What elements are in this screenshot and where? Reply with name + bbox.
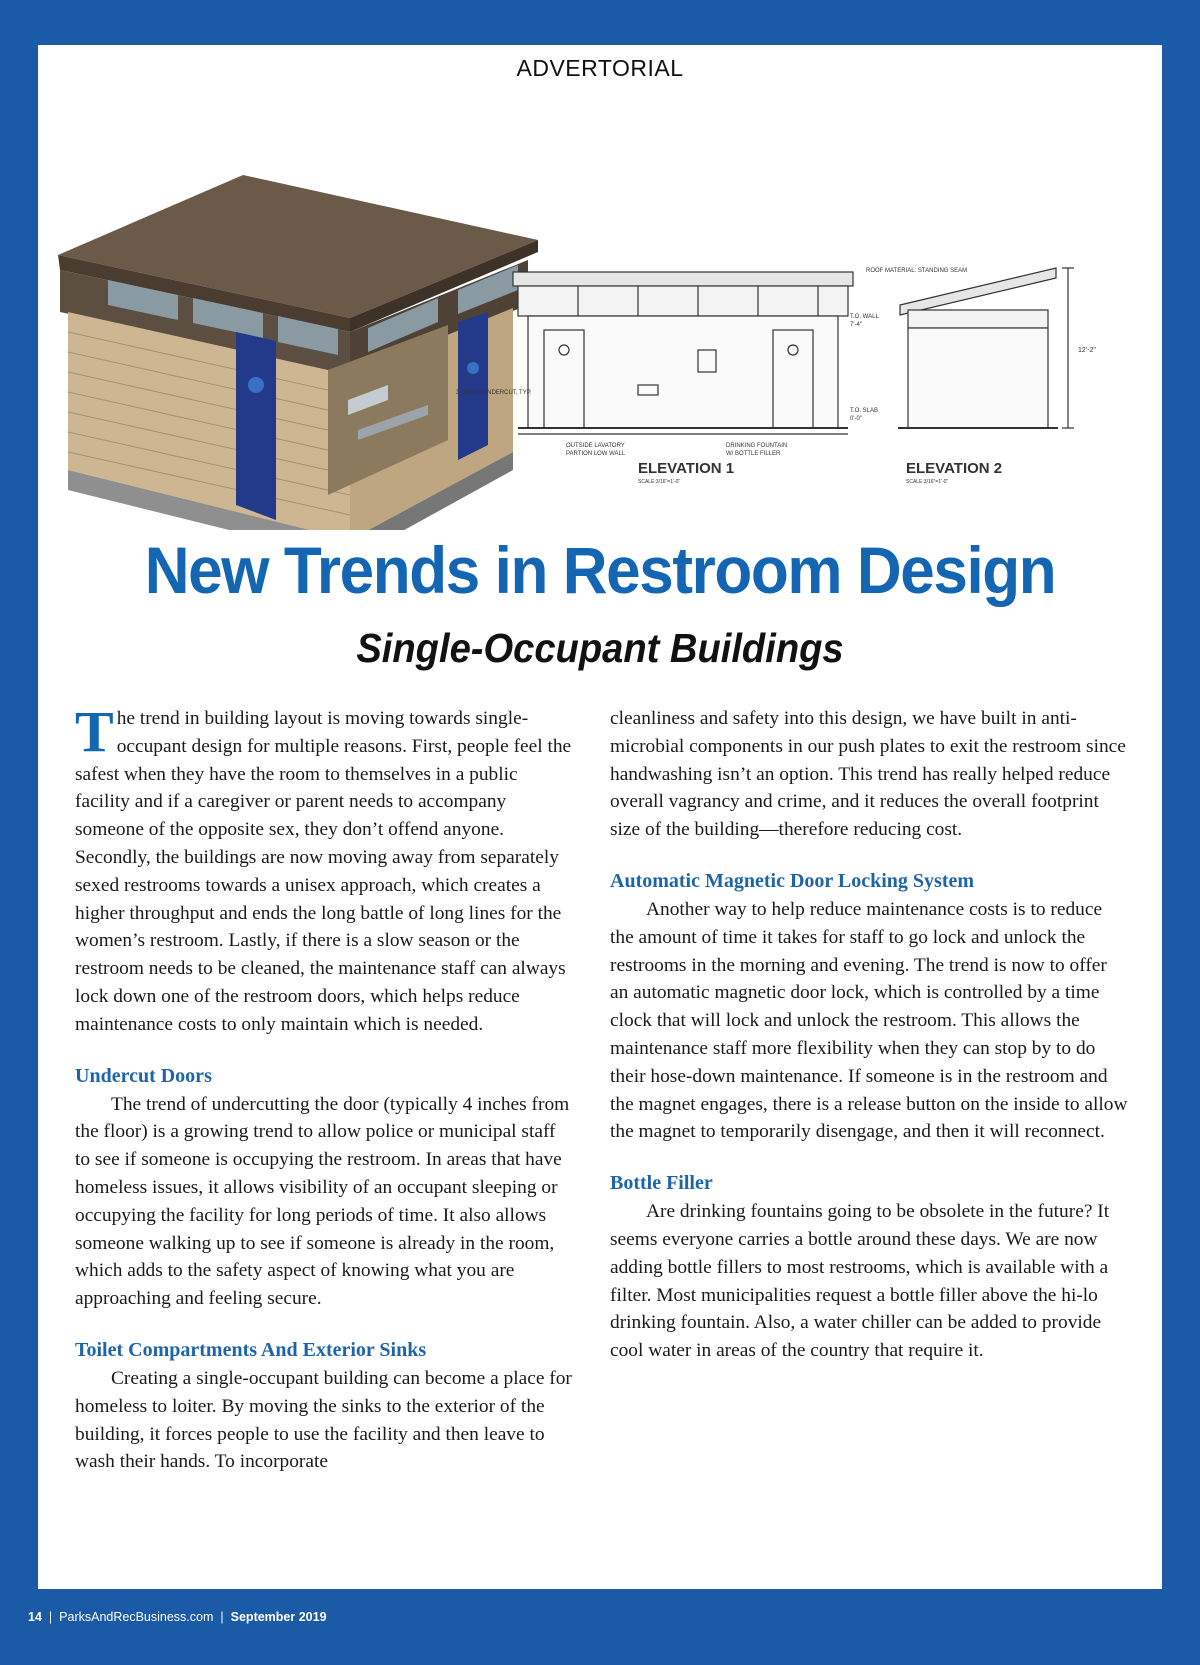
- label-drinking-fountain: DRINKING FOUNTAIN: [726, 443, 788, 449]
- label-to-slab: T.O. SLAB: [850, 408, 879, 414]
- page-number: 14: [28, 1610, 42, 1624]
- restroom-illustration: [38, 100, 1162, 530]
- left-column: [75, 699, 575, 1476]
- heading-undercut-doors: Undercut Doors: [75, 1064, 212, 1087]
- label-to-wall: T.O. WALL: [850, 314, 879, 320]
- label-roof-material: ROOF MATERIAL: STANDING SEAM: [866, 268, 968, 274]
- heading-toilet-compartments: Toilet Compartments And Exterior Sinks: [75, 1338, 427, 1361]
- right-column: [610, 705, 1130, 1365]
- article-subtitle: Single-Occupant Buildings: [356, 625, 844, 671]
- label-to-slab-value: 0'-0": [850, 416, 862, 422]
- elevation-1-title: ELEVATION 1: [638, 460, 735, 477]
- paragraph-magnetic-lock: Another way to help reduce maintenance costs is to reduce the amount of time it takes for staff to go lock and unlock the restrooms in the morning and evening. The trend is now to offer an automatic magnetic door lock, which is controlled by a time clock that will lock and unlock the restroom. This allows the maintenance staff more flexibility when they can stop by to do their hose-down maintenance. If someone is in the restroom and the magnet engages, there is a release button on the inside to allow the magnet to temporarily disengage, and then it will reconnect.: [610, 898, 1128, 1143]
- paragraph-undercut-doors: The trend of undercutting the door (typically 4 inches from the floor) is a growing trend to allow police or municipal staff to see if someone is occupying the restroom. In areas that have homeless issues, it allows visibility of an occupant sleeping or occupying the facility for long periods of time. It also allows someone walking up to see if someone is already in the room, which adds to the safety aspect of knowing what you are approaching and feeling secure.: [75, 1093, 570, 1310]
- intro-text: he trend in building layout is moving towards single-occupant design for multiple reasons. First, people feel the safest when they have the room to themselves in a public facility and if a caregiver or parent needs to accompany someone of the opposite sex, they don’t offend anyone. Secondly, the buildings are now moving away from separately sexed restrooms towards a unisex approach, which creates a higher throughput and ends the long battle of long lines for the women’s restroom. Lastly, if there is a slow season or the restroom needs to be cleaned, the maintenance staff can always lock down one of the restroom doors, which helps reduce maintenance costs to only maintain which is needed.: [75, 708, 572, 1035]
- label-to-wall-value: 7'-4": [850, 322, 862, 328]
- footer-site: ParksAndRecBusiness.com: [59, 1610, 214, 1624]
- label-partition-low-wall: PARTION LOW WALL: [566, 451, 626, 457]
- label-door-undercut: 3" DOOR UNDERCUT, TYP.: [456, 390, 532, 396]
- advertorial-kicker: ADVERTORIAL: [516, 55, 684, 81]
- label-height-dimension: 12'-2": [1078, 347, 1096, 354]
- paragraph-bottle-filler: Are drinking fountains going to be obsolete in the future? It seems everyone carries a bottle around these days. We are now adding bottle fillers to most restrooms, which is available with a filter. Most municipalities request a bottle filler above the hi-lo drinking fountain. Also, a water chiller can be added to provide cool water in areas of the country that require it.: [610, 1201, 1110, 1362]
- heading-bottle-filler: Bottle Filler: [610, 1172, 713, 1195]
- elevation-2-drawing: [898, 268, 1074, 428]
- label-bottle-filler: W/ BOTTLE FILLER: [726, 451, 781, 457]
- elevation-1-drawing: [513, 272, 853, 434]
- label-outside-lavatory: OUTSIDE LAVATORY: [566, 443, 625, 449]
- paragraph-toilet-compartments: Creating a single-occupant building can become a place for homeless to loiter. By moving the sinks to the exterior of the building, it forces people to use the facility and then leave to wash their hands. To incorporate: [75, 1367, 572, 1473]
- building-rendering: [58, 175, 538, 530]
- elevation-2-scale: SCALE:3/16"=1'-0": [906, 479, 949, 485]
- elevation-2-title: ELEVATION 2: [906, 460, 1003, 477]
- elevation-1-scale: SCALE:3/16"=1'-0": [638, 479, 681, 485]
- page-footer: 14 | ParksAndRecBusiness.com | September 2019: [28, 1610, 327, 1624]
- paragraph-continued: cleanliness and safety into this design, we have built in anti-microbial components in our push plates to exit the restroom since handwashing isn’t an option. This trend has really helped reduce overall vagrancy and crime, and it reduces the overall footprint size of the building—therefore reducing cost.: [610, 708, 1126, 841]
- article-title: New Trends in Restroom Design: [144, 533, 1056, 607]
- intro-paragraph: [75, 699, 575, 1039]
- dropcap: T: [75, 699, 114, 764]
- heading-magnetic-lock: Automatic Magnetic Door Locking System: [610, 869, 975, 892]
- page: [38, 45, 1162, 1589]
- footer-date: September 2019: [230, 1610, 327, 1624]
